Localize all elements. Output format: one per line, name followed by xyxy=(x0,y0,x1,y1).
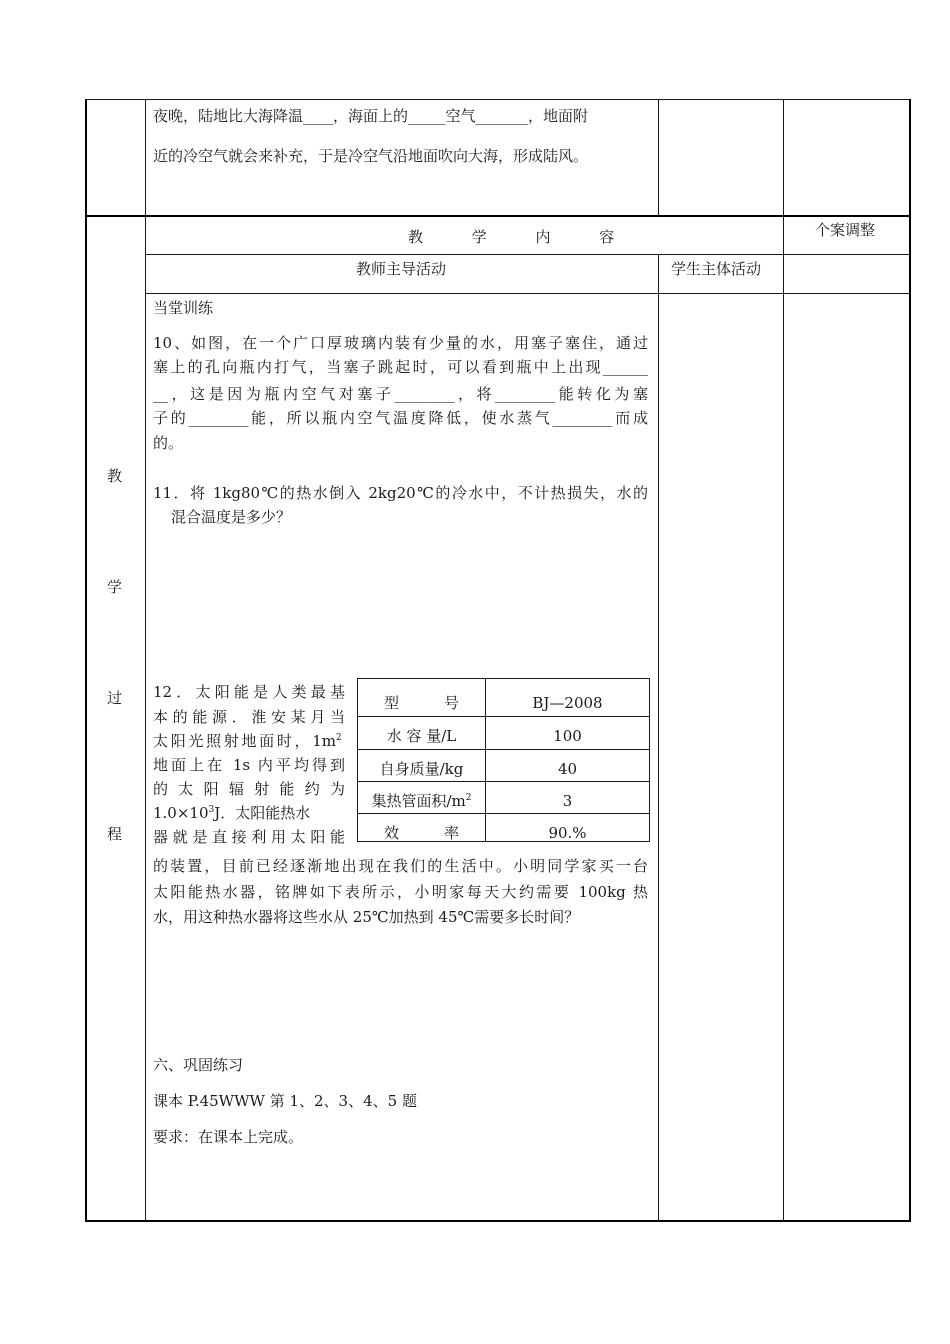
spec-value-mass: 40 xyxy=(557,760,578,778)
q12-rest-line-3: 水，用这种热水器将这些水从 25℃加热到 45℃需要多长时间？ xyxy=(153,908,580,926)
q10-line-4: 子的________能，所以瓶内空气温度降低，使水蒸气________而成 xyxy=(153,409,648,427)
section-a-line-1: 夜晚，陆地比大海降温____，海面上的_____空气_______，地面附 xyxy=(153,107,589,125)
q12-line-3 xyxy=(153,731,345,751)
header-underline xyxy=(145,293,910,294)
case-adjust-header: 个案调整 xyxy=(815,221,876,239)
consolidate-line-1: 课本 P.45WWW 第 1、2、3、4、5 题 xyxy=(153,1092,417,1110)
side-label-1: 教 xyxy=(107,467,123,485)
spec-value-efficiency: 90.% xyxy=(548,824,587,842)
teacher-activity-header: 教师主导活动 xyxy=(356,260,447,278)
side-label-4: 程 xyxy=(107,825,123,843)
q12-line-3-text: 太阳光照射地面时，1m xyxy=(153,732,336,750)
left-column-divider xyxy=(145,99,146,1221)
spec-table-row-divider-1 xyxy=(358,716,649,717)
q12-rest-line-2: 太阳能热水器，铭牌如下表所示，小明家每天大约需要 100kg 热 xyxy=(153,883,648,901)
spec-label-model: 型 号 xyxy=(383,694,459,712)
spec-label-mass: 自身质量/kg xyxy=(379,760,464,778)
side-label-3: 过 xyxy=(107,689,123,707)
q11-line-2: 混合温度是多少？ xyxy=(171,508,292,526)
spec-table xyxy=(357,678,650,842)
adjust-header-underline xyxy=(783,254,910,255)
adjust-column-divider xyxy=(783,99,784,1221)
q11-line-1: 11．将 1kg80℃的热水倒入 2kg20℃的冷水中，不计热损失，水的 xyxy=(153,484,648,502)
side-label-2: 学 xyxy=(107,578,123,596)
q12-rest-line-1: 的装置，目前已经逐渐地出现在我们的生活中。小明同学家买一台 xyxy=(153,857,648,875)
spec-table-row-divider-2 xyxy=(358,749,649,750)
spec-table-row-divider-3 xyxy=(358,781,649,782)
content-title: 教 学 内 容 xyxy=(408,228,637,246)
q12-line-6-sup: 3 xyxy=(208,805,215,815)
q12-line-7: 器就是直接利用太阳能 xyxy=(153,828,345,846)
q10-line-2: 塞上的孔向瓶内打气，当塞子跳起时，可以看到瓶中上出现______ xyxy=(153,358,648,376)
q12-line-6 xyxy=(153,803,345,823)
outer-right-border xyxy=(909,99,911,1222)
student-activity-header: 学生主体活动 xyxy=(671,260,762,278)
outer-left-border xyxy=(85,99,87,1222)
q12-line-4: 地面上在 1s 内平均得到 xyxy=(153,756,345,774)
outer-bottom-border xyxy=(85,1220,911,1222)
section-divider xyxy=(85,215,911,217)
q10-line-3: __，这是因为瓶内空气对塞子________，将________能转化为塞 xyxy=(153,385,648,403)
spec-label-capacity: 水 容 量/L xyxy=(386,727,457,745)
spec-label-area xyxy=(358,791,485,811)
section-a-line-2: 近的冷空气就会来补充，于是冷空气沿地面吹向大海，形成陆风。 xyxy=(153,147,589,165)
q10-line-1: 10、如图，在一个广口厚玻璃内装有少量的水，用塞子塞住，通过 xyxy=(153,334,648,352)
q12-line-6-head: 1.0×10 xyxy=(153,804,209,822)
q12-line-2: 本的能源．淮安某月当 xyxy=(153,708,345,726)
q10-line-5: 的。 xyxy=(153,434,184,452)
spec-value-capacity: 100 xyxy=(553,727,582,745)
q12-line-3-sup: 2 xyxy=(336,733,342,743)
practice-title: 当堂训练 xyxy=(153,299,214,317)
spec-label-efficiency: 效 率 xyxy=(383,824,459,842)
teacher-column-divider-top xyxy=(658,99,659,216)
consolidate-line-2: 要求：在课本上完成。 xyxy=(153,1128,304,1146)
spec-label-area-text: 集热管面积/m xyxy=(371,792,466,810)
q12-line-6-tail: J．太阳能热水 xyxy=(214,804,311,822)
q12-line-5: 的太阳辐射能约为 xyxy=(153,780,345,798)
consolidate-title: 六、巩固练习 xyxy=(153,1056,244,1074)
spec-value-model: BJ—2008 xyxy=(532,694,603,712)
spec-value-area: 3 xyxy=(562,792,573,810)
content-title-underline xyxy=(145,254,783,255)
outer-top-border xyxy=(85,99,911,100)
teacher-column-divider xyxy=(658,254,659,1221)
spec-label-area-sup: 2 xyxy=(465,793,472,803)
spec-table-row-divider-4 xyxy=(358,813,649,814)
q12-line-1: 12．太阳能是人类最基 xyxy=(153,683,345,701)
